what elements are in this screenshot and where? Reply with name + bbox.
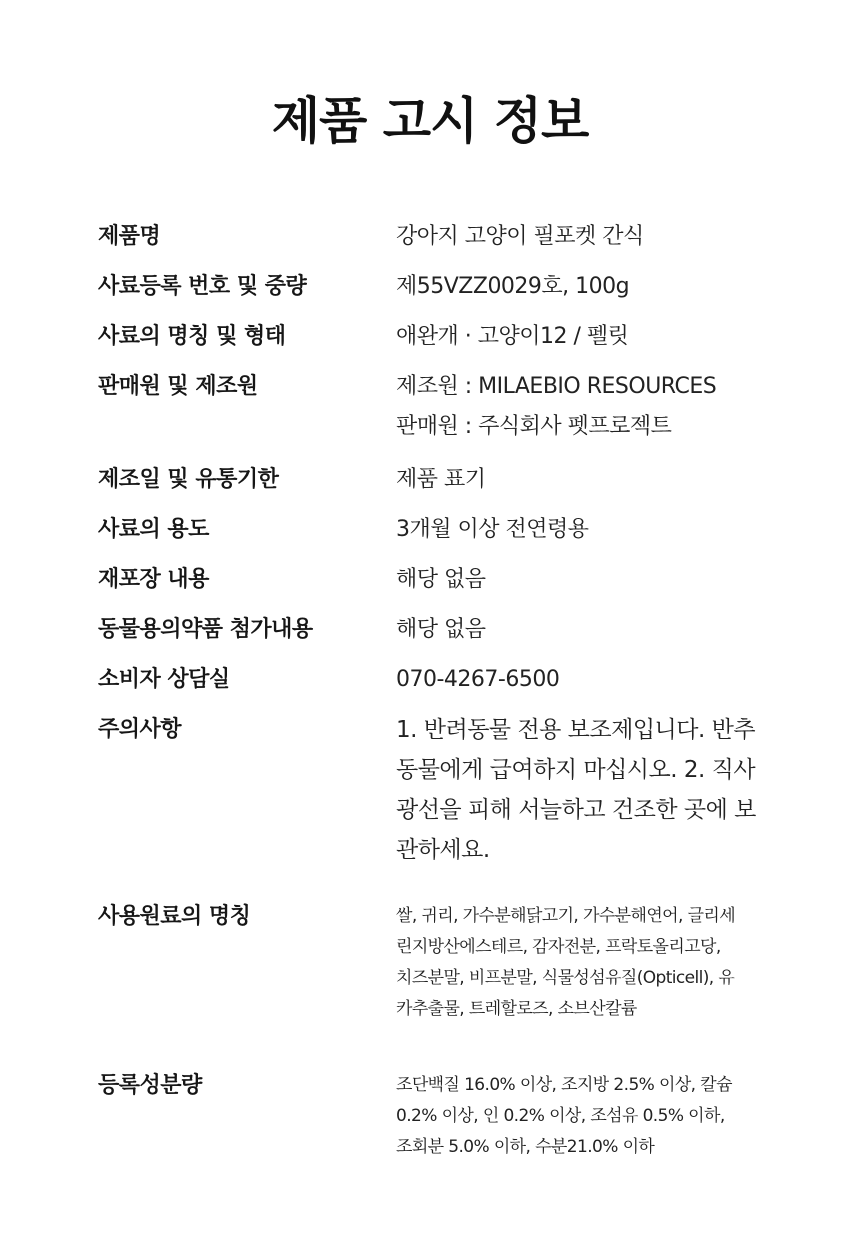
value-line: 제품 표기 [396,467,486,492]
row-value [396,217,766,257]
row-label: 사료의 용도 [98,517,209,542]
value-line: 린지방산에스테르, 감자전분, 프락토올리고당, [396,937,721,957]
value-line: 애완개 · 고양이12 / 펠릿 [396,324,629,349]
row-value [396,710,766,870]
row-label: 제조일 및 유통기한 [98,467,279,492]
row-label: 사료등록 번호 및 중량 [98,274,307,299]
value-line: 치즈분말, 비프분말, 식물성섬유질(Opticell), 유 [396,968,735,988]
value-line: 3개월 이상 전연령용 [396,517,589,542]
row-label: 소비자 상담실 [98,667,230,692]
value-line: 1. 반려동물 전용 보조제입니다. 반추 [396,717,756,743]
row-value [396,901,766,1025]
row-value [396,560,766,600]
row-label: 주의사항 [98,717,182,742]
row-label: 제품명 [98,224,161,249]
row-value [396,367,766,447]
row-value [396,510,766,550]
row-value [396,610,766,650]
value-line: 조회분 5.0% 이하, 수분21.0% 이하 [396,1137,655,1157]
row-value [396,660,766,700]
value-line: 해당 없음 [396,567,486,592]
value-line: 강아지 고양이 필포켓 간식 [396,224,644,249]
value-line: 카추출물, 트레할로즈, 소브산칼륨 [396,999,637,1019]
row-label: 판매원 및 제조원 [98,374,258,399]
row-value [396,267,766,307]
row-label: 재포장 내용 [98,567,209,592]
page-title: 제품 고시 정보 [271,92,589,150]
value-line: 조단백질 16.0% 이상, 조지방 2.5% 이상, 칼슘 [396,1075,732,1095]
row-label: 사료의 명칭 및 형태 [98,324,286,349]
value-line: 광선을 피해 서늘하고 건조한 곳에 보 [396,797,756,823]
row-label: 등록성분량 [98,1073,202,1098]
value-line: 070-4267-6500 [396,667,560,692]
row-value [396,1070,766,1163]
value-line: 제조원 : MILAEBIO RESOURCES [396,374,717,399]
row-label: 동물용의약품 첨가내용 [98,617,313,642]
value-line: 해당 없음 [396,617,486,642]
value-line: 0.2% 이상, 인 0.2% 이상, 조섬유 0.5% 이하, [396,1106,725,1126]
value-line: 관하세요. [396,837,490,863]
value-line: 제55VZZ0029호, 100g [396,274,630,299]
value-line: 동물에게 급여하지 마십시오. 2. 직사 [396,757,756,783]
value-line: 쌀, 귀리, 가수분해닭고기, 가수분해연어, 글리세 [396,906,736,926]
value-line: 판매원 : 주식회사 펫프로젝트 [396,414,672,439]
row-label: 사용원료의 명칭 [98,904,251,929]
row-value [396,317,766,357]
row-value [396,460,766,500]
